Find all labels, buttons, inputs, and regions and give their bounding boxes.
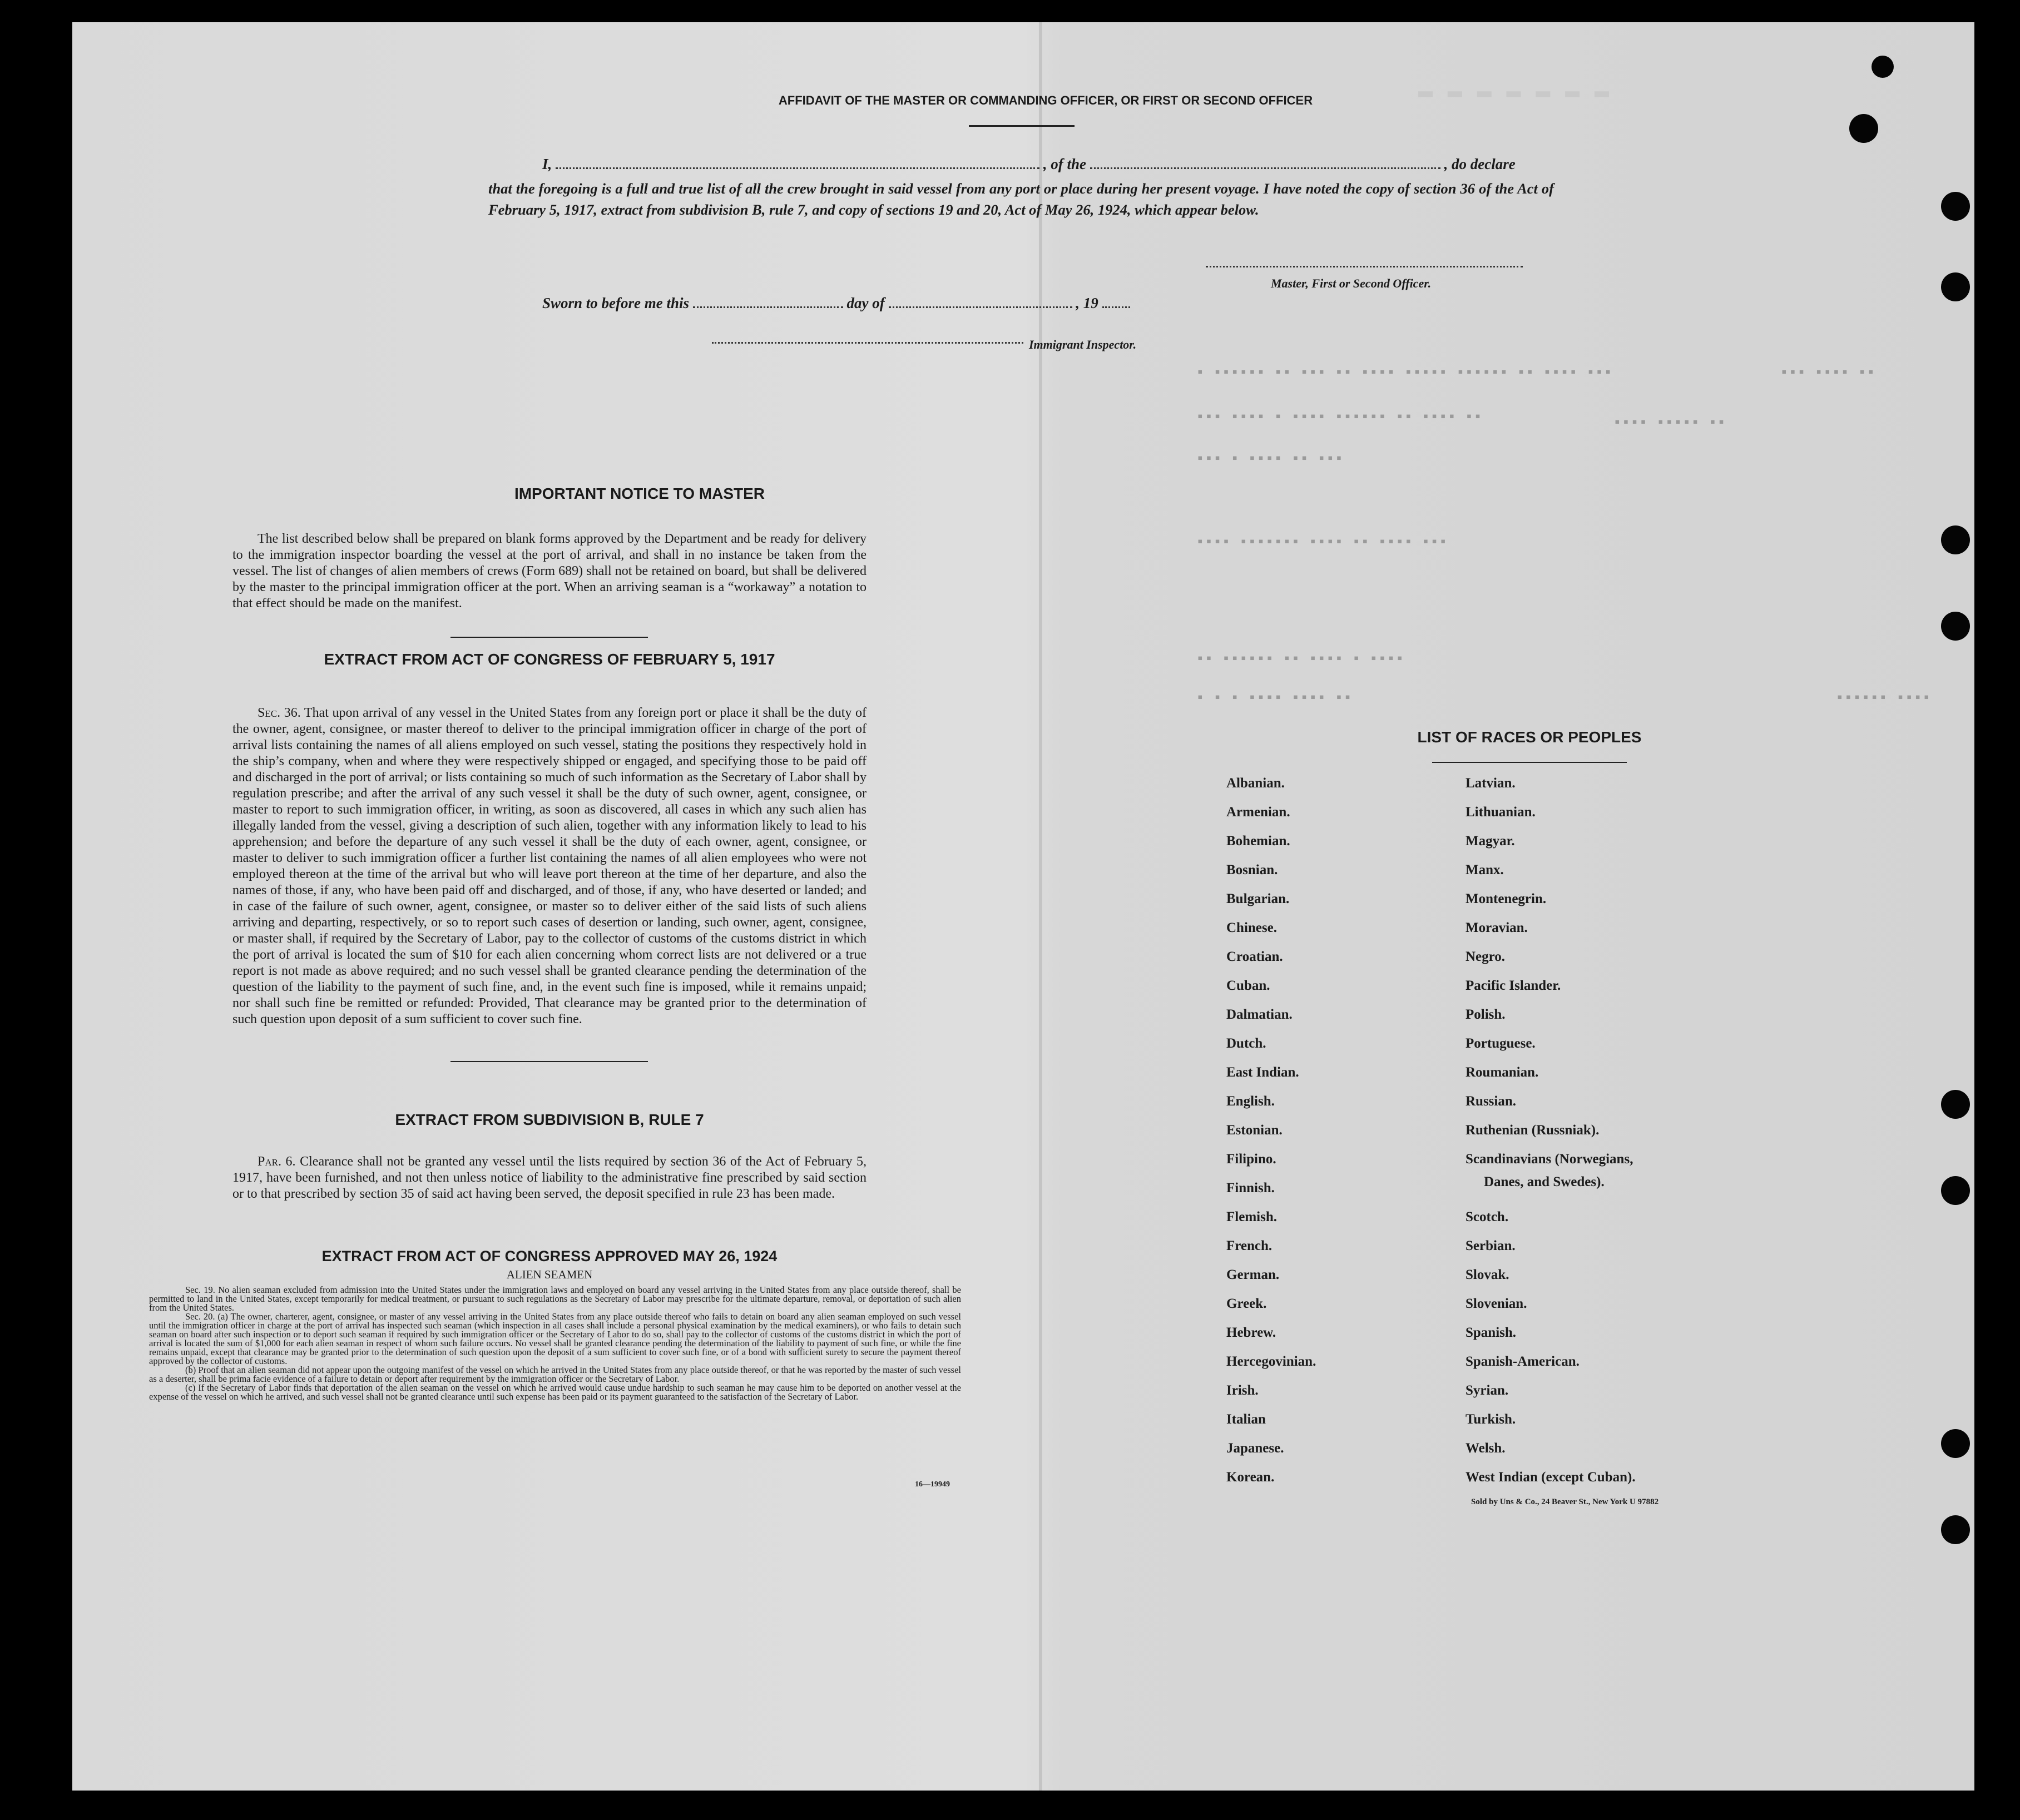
race-scandinavians-continued: Danes, and Swedes). <box>1484 1174 1605 1189</box>
race-item: Greek. <box>1226 1296 1267 1311</box>
extract-1917-text <box>232 705 867 1028</box>
race-item: Bohemian. <box>1226 834 1290 849</box>
race-item: Hercegovinian. <box>1226 1354 1316 1369</box>
race-item: Chinese. <box>1226 920 1277 935</box>
race-item: Albanian. <box>1226 776 1285 791</box>
sec-20a-paragraph: Sec. 20. (a) The owner, charterer, agent, consignee, or master of any vessel arriving in the United States from any place outside thereof who fails to detain on board any alien seaman employed on such vessel until the immigration officer in charge at the port of arrival has inspected such seaman (which inspection in all cases shall include a personal physical examination by the medical examiners), or who fails to detain such seaman on board after such inspection or to deport such seaman if required by such immigration officer or the Secretary of Labor to do so, shall pay to the collector of customs of the customs district in which the port of arrival is located the sum of $1,000 for each alien seaman in respect of whom such failure occurs. No vessel shall be granted clearance pending the determination of the liability to payment of such fine, or while the fine remains unpaid, except that clearance may be granted prior to the determination of such question upon the deposit of a sum sufficient to cover such fine, or of a bond with sufficient surety to secure the payment thereof approved by the collector of customs. <box>149 1311 961 1366</box>
race-item: Serbian. <box>1466 1238 1516 1253</box>
notice-title: IMPORTANT NOTICE TO MASTER <box>514 485 765 502</box>
race-item: Dutch. <box>1226 1036 1266 1051</box>
race-item: French. <box>1226 1238 1273 1253</box>
race-item: Spanish. <box>1466 1325 1517 1340</box>
race-item: Japanese. <box>1226 1441 1284 1456</box>
race-item: Armenian. <box>1226 805 1290 820</box>
bleed-through-marks: ▪▪ ▪▪▪▪▪▪ ▪▪ ▪▪▪▪ ▪ ▪▪▪▪ <box>1196 651 1404 667</box>
binder-hole <box>1941 272 1970 301</box>
affidavit-i: I, <box>542 156 552 172</box>
sec-36-paragraph: That upon arrival of any vessel in the United States from any foreign port or place it shall be the duty of the owner, agent, consignee, or master thereof to deliver to the principal immigration officer in charge of the port of arrival lists containing the names of all aliens employed on such vessel, stating the positions they respectively hold in the ship’s company, when and where they were respectively shipped or engaged, and specifying those to be paid off and discharged in the port of arrival; or lists containing so much of such information as the Secretary of Labor shall by regulation prescribe; and after the arrival of any such vessel it shall be the duty of such owner, agent, consignee, or master to report to such immigration officer, in writing, as soon as discovered, all cases in which any such alien has illegally landed from the vessel, giving a description of such alien, together with any information likely to lead to his apprehension; and before the departure of any such vessel it shall be the duty of each owner, agent, consignee, or master to deliver to such immigration officer a further list containing the names of all alien employees who were not employed thereon at the time of the arrival but who will leave port thereon at the time of her departure, and also the names of those, if any, who have been paid off and discharged, and of those, if any, who have deserted or landed; and in case of the failure of such owner, agent, consignee, or master so to deliver either of the said lists of such aliens arriving and departing, respectively, or so to report such cases of desertion or landing, such owner, agent, consignee, or master shall, if required by the Secretary of Labor, pay to the collector of customs of the customs district in which the port of arrival is located the sum of $10 for each alien concerning whom correct lists are not delivered or a true report is not made as above required; and no such vessel shall be granted clearance pending the determination of the question of the liability to the payment of such fine, and, in the event such fine is imposed, while it remains unpaid; nor shall such fine be remitted or refunded: Provided, That clearance may be granted prior to the determination of such question upon deposit of a sum sufficient to cover such fine. <box>232 706 867 1026</box>
affidavit-declaration-line <box>542 156 1554 173</box>
day-of-text: day of <box>846 295 885 311</box>
year-text: , 19 <box>1076 295 1098 311</box>
sworn-month-field[interactable] <box>889 296 1072 308</box>
race-item: Portuguese. <box>1466 1036 1536 1051</box>
section-divider <box>450 1061 648 1062</box>
alien-seamen-subtitle: ALIEN SEAMEN <box>506 1268 593 1281</box>
extract-1924-title: EXTRACT FROM ACT OF CONGRESS APPROVED MAY 26, 1924 <box>321 1248 778 1264</box>
rule-7-text <box>232 1154 867 1202</box>
par-6-label: Par. 6. <box>258 1154 296 1169</box>
sec-20c-paragraph: (c) If the Secretary of Labor finds that deportation of the alien seaman on the vessel on which he arrived would cause undue hardship to such seaman he may cause him to be deported on another vessel at the expense of the vessel on which he arrived, and such vessel shall not be granted clearance until such expense has been paid or its payment guaranteed to the satisfaction of the Secretary of Labor. <box>149 1382 961 1402</box>
bleed-through-marks: ▪▪▪▪▪▪ ▪▪▪▪ <box>1835 690 1931 706</box>
binder-hole <box>1872 56 1894 78</box>
race-item: Korean. <box>1226 1470 1275 1485</box>
race-item: Italian <box>1226 1412 1266 1427</box>
race-item: Spanish-American. <box>1466 1354 1580 1369</box>
race-item: Scandinavians (Norwegians, <box>1466 1152 1633 1167</box>
race-item: Turkish. <box>1466 1412 1516 1427</box>
master-name-field[interactable] <box>556 157 1039 169</box>
bleed-through-marks: ▪▪▪ ▪ ▪▪▪▪ ▪▪ ▪▪▪ <box>1196 450 1344 467</box>
page-fold <box>1039 22 1042 1791</box>
race-item: English. <box>1226 1094 1275 1109</box>
race-item: Russian. <box>1466 1094 1517 1109</box>
section-divider <box>450 637 648 638</box>
sec-19-paragraph: Sec. 19. No alien seaman excluded from admission into the United States under the immigration laws and employed on board any vessel arriving in the United States from any place outside thereof, shall be permitted to land in the United States, except temporarily for medical treatment, or pursuant to such regulations as the Secretary of Labor may prescribe for the ultimate departure, removal, or deportation of such alien from the United States. <box>149 1285 961 1313</box>
race-item: Bulgarian. <box>1226 891 1290 906</box>
sec-36-label: Sec. 36. <box>258 706 301 720</box>
race-item: Croatian. <box>1226 949 1283 964</box>
bleed-through-marks: ▪▪▪▪ ▪▪▪▪▪▪▪ ▪▪▪▪ ▪▪ ▪▪▪▪ ▪▪▪ <box>1196 534 1448 551</box>
race-item: Roumanian. <box>1466 1065 1539 1080</box>
race-item: Hebrew. <box>1226 1325 1276 1340</box>
sworn-line <box>542 295 1130 312</box>
race-item: Syrian. <box>1466 1383 1509 1398</box>
race-item: Pacific Islander. <box>1466 978 1561 993</box>
bleed-through-marks: ▪▪▪▪ ▪▪▪▪▪ ▪▪ <box>1613 414 1726 431</box>
races-title-underline <box>1432 762 1627 763</box>
race-item: Manx. <box>1466 862 1504 877</box>
master-signature-line[interactable] <box>1206 266 1523 267</box>
race-item: Magyar. <box>1466 834 1515 849</box>
races-title: LIST OF RACES OR PEOPLES <box>1417 728 1642 746</box>
affidavit-do-declare: , do declare <box>1444 156 1516 172</box>
binder-hole <box>1849 114 1878 143</box>
rule-7-title: EXTRACT FROM SUBDIVISION B, RULE 7 <box>395 1111 704 1128</box>
race-item: Cuban. <box>1226 978 1270 993</box>
bleed-through-marks: ▬ ▬ ▬ ▬ ▬ ▬ ▬ <box>1418 78 1610 106</box>
race-item: Scotch. <box>1466 1209 1509 1224</box>
sec-20b-paragraph: (b) Proof that an alien seaman did not appear upon the outgoing manifest of the vessel on which he arrived in the United States from any place outside thereof, or that he was reported by the master of such vessel as a deserter, shall be prima facie evidence of a failure to detain or deport after requirement by the immigration officer or the Secretary of Labor. <box>149 1365 961 1384</box>
affidavit-text: that the foregoing is a full and true list of all the crew brought in said vessel from any port or place during her present voyage. I have noted the copy of section 36 of the Act of February 5, 1917, extract from subdivision B, rule 7, and copy of sections 19 and 20, Act of May 26, 1924, which appear below. <box>488 180 1554 218</box>
race-item: Filipino. <box>1226 1152 1276 1167</box>
race-item: Estonian. <box>1226 1123 1283 1138</box>
inspector-label: Immigrant Inspector. <box>1029 338 1137 351</box>
race-item: Moravian. <box>1466 920 1528 935</box>
par-6-paragraph: Clearance shall not be granted any vessel until the lists required by section 36 of the Act of February 5, 1917, have been furnished, and not then unless notice of liability to the administrative fine prescribed by said section or to that prescribed by section 35 of said act having been served, the deposit specified in rule 23 has been made. <box>232 1154 867 1201</box>
race-item: Welsh. <box>1466 1441 1506 1456</box>
race-item: West Indian (except Cuban). <box>1466 1470 1636 1485</box>
notice-text <box>232 531 867 612</box>
race-item: Negro. <box>1466 949 1506 964</box>
sworn-year-field[interactable] <box>1102 296 1130 308</box>
master-signature-label: Master, First or Second Officer. <box>1271 276 1432 290</box>
binder-hole <box>1941 525 1970 554</box>
binder-hole <box>1941 192 1970 221</box>
notice-paragraph: The list described below shall be prepared on blank forms approved by the Department and be ready for delivery to the immigration inspector boarding the vessel at the port of arrival, and shall in no instance be taken from the vessel. The list of changes of alien members of crews (Form 689) shall not be retained on board, but shall be delivered by the master to the principal immigration officer at the port. When an arriving seaman is a “workaway” a notation to that effect should be made on the manifest. <box>232 532 867 611</box>
race-item: East Indian. <box>1226 1065 1299 1080</box>
publisher-imprint: Sold by Uns & Co., 24 Beaver St., New York U 97882 <box>1471 1497 1659 1506</box>
binder-hole <box>1941 1429 1970 1458</box>
race-item: Ruthenian (Russniak). <box>1466 1123 1600 1138</box>
race-item: Dalmatian. <box>1226 1007 1293 1022</box>
race-item: German. <box>1226 1267 1280 1282</box>
race-item: Montenegrin. <box>1466 891 1547 906</box>
sworn-day-field[interactable] <box>693 296 843 308</box>
affidavit-of-the: , of the <box>1043 156 1087 172</box>
race-item: Finnish. <box>1226 1181 1275 1196</box>
extract-1917-title: EXTRACT FROM ACT OF CONGRESS OF FEBRUARY 5, 1917 <box>324 651 775 668</box>
binder-hole <box>1941 1515 1970 1544</box>
race-item: Slovak. <box>1466 1267 1509 1282</box>
affidavit-title: AFFIDAVIT OF THE MASTER OR COMMANDING OFFICER, OR FIRST OR SECOND OFFICER <box>778 93 1313 107</box>
race-item: Irish. <box>1226 1383 1259 1398</box>
bleed-through-marks: ▪ ▪▪▪▪▪▪ ▪▪ ▪▪▪ ▪▪ ▪▪▪▪ ▪▪▪▪▪ ▪▪▪▪▪▪ ▪▪ ▪▪▪▪ ▪▪▪ <box>1196 364 1612 381</box>
race-item: Slovenian. <box>1466 1296 1527 1311</box>
bleed-through-marks: ▪▪▪ ▪▪▪▪ ▪▪ <box>1780 364 1875 381</box>
binder-hole <box>1941 1176 1970 1205</box>
race-item: Flemish. <box>1226 1209 1277 1224</box>
extract-1924-text <box>149 1286 961 1401</box>
sworn-text: Sworn to before me this <box>542 295 690 311</box>
binder-hole <box>1941 612 1970 641</box>
vessel-name-field[interactable] <box>1090 157 1440 169</box>
race-item: Polish. <box>1466 1007 1506 1022</box>
race-item: Latvian. <box>1466 776 1516 791</box>
race-item: Lithuanian. <box>1466 805 1536 820</box>
bleed-through-marks: ▪▪▪ ▪▪▪▪ ▪ ▪▪▪▪ ▪▪▪▪▪▪ ▪▪ ▪▪▪▪ ▪▪ <box>1196 409 1482 425</box>
inspector-signature-line[interactable] <box>712 342 1023 344</box>
bleed-through-marks: ▪ ▪ ▪ ▪▪▪▪ ▪▪▪▪ ▪▪ <box>1196 690 1352 706</box>
binder-hole <box>1941 1090 1970 1119</box>
title-underline <box>969 125 1075 127</box>
race-item: Bosnian. <box>1226 862 1278 877</box>
form-number: 16—19949 <box>915 1480 950 1489</box>
